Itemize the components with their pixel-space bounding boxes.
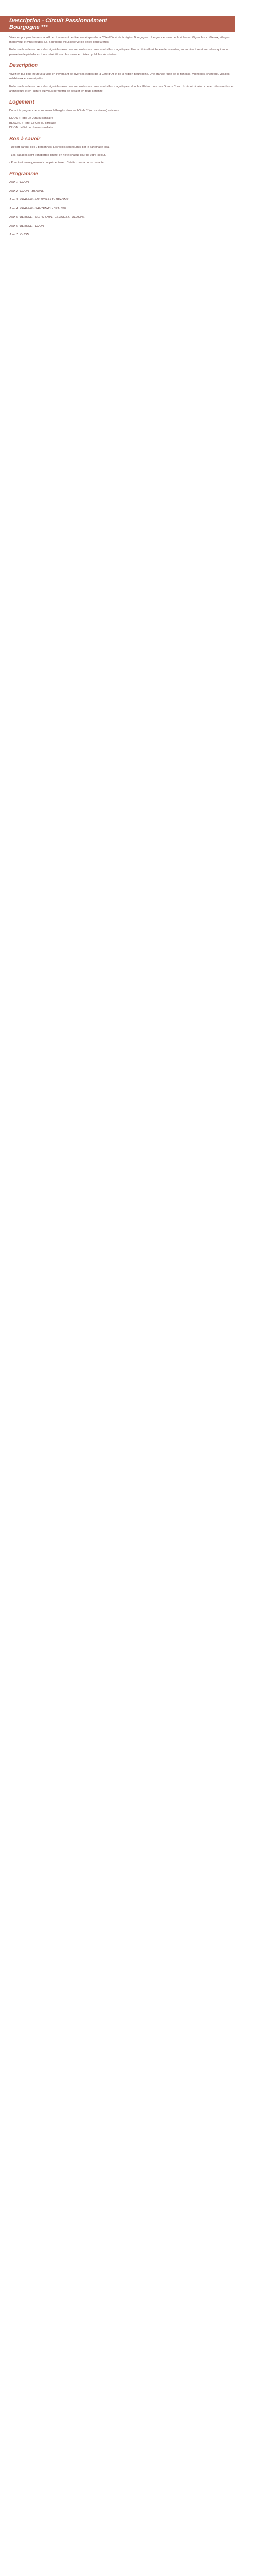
lodging-hotels: DIJON : Hôtel Le Jura ou similaire BEAUNE : Hôtel Le Cep ou similaire DIJON : Hôtel Le Jura ou similaire	[9, 117, 56, 129]
program-day-title: Jour 7 : DIJON	[9, 233, 29, 236]
program-day	[9, 207, 238, 211]
top-banner	[0, 0, 258, 16]
section-title-program: Programme	[9, 171, 38, 177]
main-content	[0, 32, 248, 238]
program-day	[9, 180, 238, 185]
good-to-know-paragraph-3: - Pour tout renseignement complémentaire, n'hésitez pas à nous contacter.	[9, 161, 105, 164]
page-title-line-1: Description - Circuit Passionnément	[9, 18, 107, 24]
section-title-lodging: Logement	[9, 99, 34, 105]
program-day	[9, 233, 238, 238]
section-title-good-to-know: Bon à savoir	[9, 136, 41, 142]
intro-paragraph-1: Vivez en pur plus heureux à vélo en traversant de diverses étapes de la Côte d'Or et de la région Bourgogne. Une grande route de la richesse. Vignobles, châteaux, villages médiévaux et vins réputés. La Bourgogne vous réserve de belles découvertes.	[9, 36, 230, 44]
description-paragraph-2: Enfin une boucle au cœur des vignobles avec vue sur toutes ses œuvres et villes magnifiques, dont la célèbre route des Grands Crus. Un circuit à vélo riche en découvertes, en architecture et en culture qui vous permettra de pédaler en toute sérénité.	[9, 85, 235, 93]
program-day-title: Jour 1 : DIJON	[9, 181, 29, 184]
program-day-title: Jour 5 : BEAUNE - NUITS SAINT GEORGES - BEAUNE	[9, 216, 85, 219]
intro-paragraph-2: Enfin une boucle au cœur des vignobles avec vue sur toutes ses œuvres et villes magnifiques. Un circuit à vélo riche en découvertes, en architecture et en culture qui vous permettra de pédaler en toute sérénité sur des routes et pistes cyclables sécurisées.	[9, 48, 228, 56]
page-title-line-2: Bourgogne ***	[9, 24, 48, 30]
program-day-title: Jour 2 : DIJON - BEAUNE	[9, 190, 44, 193]
good-to-know-paragraph-1: - Départ garanti dès 2 personnes. Les vélos sont fournis par le partenaire local.	[9, 146, 110, 149]
program-day-title: Jour 3 : BEAUNE - MEURSAULT - BEAUNE	[9, 198, 69, 201]
program-day-title: Jour 6 : BEAUNE - DIJON	[9, 225, 44, 228]
program-day	[9, 215, 238, 220]
program-day	[9, 189, 238, 194]
program-day	[9, 224, 238, 229]
good-to-know-paragraph-2: - Les bagages sont transportés d'hôtel en hôtel chaque jour de votre séjour.	[9, 154, 106, 157]
program-day-title: Jour 4 : BEAUNE - SANTENAY - BEAUNE	[9, 207, 66, 210]
section-title-description: Description	[9, 63, 38, 69]
title-banner	[0, 16, 235, 32]
lodging-paragraph-1: Durant le programme, vous serez hébergés dans les hôtels 3* (ou similaires) suivants :	[9, 109, 121, 112]
description-paragraph-1: Vivez en pur plus heureux à vélo en traversant de diverses étapes de la Côte d'Or et de la région Bourgogne. Une grande route de la richesse. Vignobles, châteaux, villages médiévaux et vins réputés.	[9, 73, 230, 80]
program-day	[9, 198, 238, 202]
